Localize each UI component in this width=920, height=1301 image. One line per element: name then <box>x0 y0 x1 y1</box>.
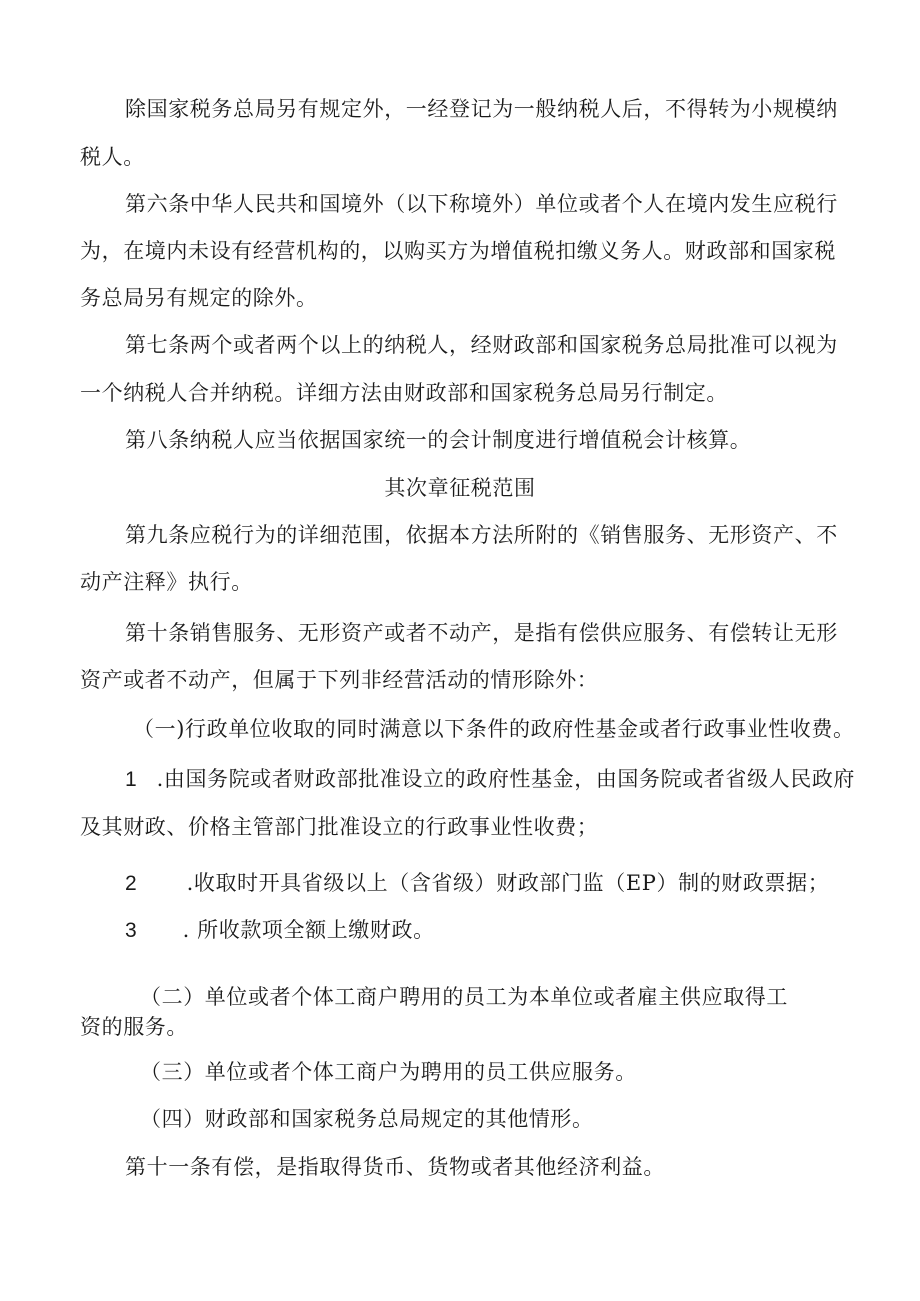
sub-item-2-line <box>125 871 829 896</box>
article-8-line: 第八条纳税人应当依据国家统一的会计制度进行增值税会计核算。 <box>125 428 752 452</box>
sub-item-number: 3 <box>125 919 138 942</box>
sub-item-text: .收取时开具省级以上（含省级）财政部门监（EP）制的财政票据； <box>186 871 830 895</box>
sub-item-number: 1 <box>125 768 138 791</box>
paragraph-line: 税人。 <box>80 145 145 169</box>
article-6-line: 为，在境内未设有经营机构的，以购买方为增值税扣缴义务人。财政部和国家税 <box>80 239 836 263</box>
article-10-line: 资产或者不动产，但属于下列非经营活动的情形除外： <box>80 668 599 692</box>
list-item-2-line: （二）单位或者个体工商户聘用的员工为本单位或者雇主供应取得工 <box>140 985 788 1009</box>
article-6-line: 务总局另有规定的除外。 <box>80 286 318 310</box>
list-item-4: （四）财政部和国家税务总局规定的其他情形。 <box>140 1107 594 1131</box>
sub-item-3-line <box>125 918 435 943</box>
list-item-1: （一)行政单位收取的同时满意以下条件的政府性基金或者行政事业性收费。 <box>133 717 855 741</box>
article-9-line: 动产注释》执行。 <box>80 570 253 594</box>
sub-item-number: 2 <box>125 872 138 895</box>
sub-item-text: . 所收款项全额上缴财政。 <box>182 918 435 942</box>
sub-item-1-line: 及其财政、价格主管部门批准设立的行政事业性收费； <box>80 815 599 839</box>
article-10-line: 第十条销售服务、无形资产或者不动产，是指有偿供应服务、有偿转让无形 <box>125 621 838 645</box>
sub-item-text: .由国务院或者财政部批准设立的政府性基金，由国务院或者省级人民政府 <box>156 767 856 791</box>
article-11-line: 第十一条有偿，是指取得货币、货物或者其他经济利益。 <box>125 1155 665 1179</box>
article-7-line: 一个纳税人合并纳税。详细方法由财政部和国家税务总局另行制定。 <box>80 381 728 405</box>
article-9-line: 第九条应税行为的详细范围，依据本方法所附的《销售服务、无形资产、不 <box>125 523 838 547</box>
list-item-3: （三）单位或者个体工商户为聘用的员工供应服务。 <box>140 1060 637 1084</box>
sub-item-1-line <box>125 767 855 792</box>
article-7-line: 第七条两个或者两个以上的纳税人，经财政部和国家税务总局批准可以视为 <box>125 333 838 357</box>
paragraph-line: 除国家税务总局另有规定外，一经登记为一般纳税人后，不得转为小规模纳 <box>125 97 838 121</box>
chapter-title: 其次章征税范围 <box>384 476 536 500</box>
list-item-2-line: 资的服务。 <box>80 1015 188 1039</box>
article-6-line: 第六条中华人民共和国境外（以下称境外）单位或者个人在境内发生应税行 <box>125 192 838 216</box>
